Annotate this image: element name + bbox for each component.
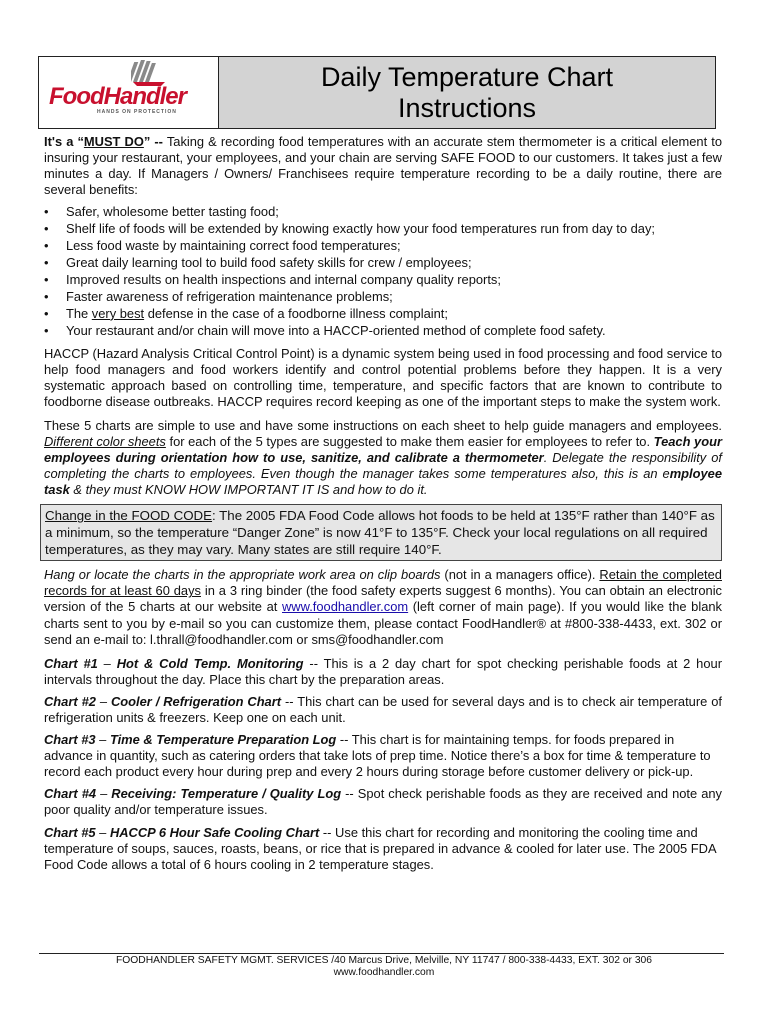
list-item: • Improved results on health inspections and internal company quality reports; [66,272,722,289]
intro-lead-a: It's a “ [44,134,84,149]
chart2-text: -- This chart can be used for several days and is to check air temperature of refrigeration units & freezers. Keep one on each unit. [44,693,722,725]
best-pre: The [66,305,92,321]
chart2-number: Chart #2 [44,693,96,709]
title-block [219,57,715,128]
food-code-text: : The 2005 FDA Food Code allows hot foods to be held at 135°F rather than 140°F as a minimum, so the temperature “Danger Zone” is now 41°F to 135°F. Check your local regulations on all required temperatures, as they may vary. Many states are still require 140°F. [45,508,715,557]
must-do-text: MUST DO [83,134,144,149]
hang-p1: (not in a managers office). [440,567,600,583]
header-box [38,56,716,129]
hang-p2: in a 3 ring binder (the food safety experts suggest 6 months). You can obtain an electronic version of the 5 charts at our website at [44,583,723,615]
website-link[interactable]: www.foodhandler.com [282,599,409,615]
chart5-dash: – [95,824,110,840]
chart4-number: Chart #4 [44,786,97,802]
hang-italic: Hang or locate the charts in the appropriate work area on clip boards [44,567,441,583]
intro-text: Taking & recording food temperatures with an accurate stem thermometer is a critical element to insuring your restaurant, your employees, and your chain are serving SAFE FOOD to our customers. It takes just a few minutes a day. If Managers / Owners/ Franchisees require temperature recording to be a daily routine, there are several benefits: [44,134,723,198]
retain-records-text: Retain the completed records for at least 60 days [44,567,722,599]
very-best-text: very best [91,305,145,321]
list-item-best-defense [66,306,722,323]
chart2-description [44,694,722,726]
chart3-number: Chart #3 [44,732,96,748]
haccp-paragraph: HACCP (Hazard Analysis Critical Control Point) is a dynamic system being used in food processing and food service to help food managers and food workers identify and control potential problems before they happen. It is a very systematic approach based on controlling time, temperature, and specific factors that are known to contribute to foodborne disease outbreaks. HACCP requires record keeping as one of the important steps to make the system work. [44,345,722,409]
chart2-title: Cooler / Refrigeration Chart [110,693,282,709]
list-item: • Faster awareness of refrigeration maintenance problems; [66,289,722,306]
chart3-dash: – [95,732,110,748]
page-title-line1: Daily Temperature Chart [320,61,614,92]
chart5-title: HACCP 6 Hour Safe Cooling Chart [109,824,320,840]
employee-task-text: mployee task [44,466,722,498]
page-title-line2: Instructions [397,92,537,123]
chart1-number: Chart #1 [44,655,98,671]
chart1-dash: – [97,655,117,671]
hang-p3: (left corner of main page). If you would like the blank charts sent to you by e-mail so you can customize them, please contact FoodHandler® at #800-338-4433, ext. 302 or send an e-mail to: l.thrall@foodhandler.com or sms@foodhandler.com [44,599,723,647]
food-code-label: Change in the FOOD CODE [45,508,213,524]
list-item: • Great daily learning tool to build food safety skills for crew / employees; [66,255,722,272]
chart3-description [44,732,722,780]
chart4-title: Receiving: Temperature / Quality Log [111,786,342,802]
charts-p3: . Delegate the responsibility of completing the charts to employees. Even though the manager takes some temperatures also, this is an e [44,450,722,482]
color-sheets-text: Different color sheets [44,434,166,450]
list-item: • Shelf life of foods will be extended by knowing exactly how your food temperatures run from day to day; [66,221,722,238]
food-code-box [40,504,722,561]
list-item: • Your restaurant and/or chain will move into a HACCP-oriented method of complete food safety. [66,323,722,340]
charts-intro-paragraph [44,418,722,498]
footer [39,955,729,978]
chart4-description [44,786,722,818]
chart1-title: Hot & Cold Temp. Monitoring [116,655,304,671]
logo-wordmark: FoodHandler [49,83,186,110]
chart1-text: -- This is a 2 day chart for spot checking perishable foods at 2 hour intervals throughout the day. Place this chart by the preparation areas. [44,655,722,687]
chart5-description [44,825,722,873]
intro-paragraph [44,134,722,198]
footer-address: FOODHANDLER SAFETY MGMT. SERVICES /40 Marcus Drive, Melville, NY 11747 / 800-338-4433, EXT. 302 or 306 [115,955,653,966]
footer-divider [39,953,724,954]
charts-p4: & they must KNOW HOW IMPORTANT IT IS and how to do it. [69,482,428,498]
document-body [44,134,722,873]
charts-p1: These 5 charts are simple to use and have some instructions on each sheet to help guide managers and employees. [44,418,722,433]
intro-lead-b: ” -- [143,134,163,149]
teach-employees-text: Teach your employees during orientation how to use, sanitize, and calibrate a thermometer [44,434,722,466]
chart3-title: Time & Temperature Preparation Log [109,732,337,748]
benefits-list [44,204,722,339]
best-post: defense in the case of a foodborne illness complaint; [144,305,448,321]
chart4-text: -- Spot check perishable foods as they are received and note any poor quality and/or temperature issues. [44,786,722,818]
foodhandler-logo [39,57,219,128]
chart3-text: -- This chart is for maintaining temps. for foods prepared in advance in quantity, such as catering orders that take lots of prep time. Notice there’s a box for time & temperature to record each product every hour during prep and every 2 hours during storage before customer delivery or pick-up. [44,732,711,780]
list-item: • Less food waste by maintaining correct food temperatures; [66,238,722,255]
chart2-dash: – [95,693,111,709]
chart5-number: Chart #5 [44,824,96,840]
hang-charts-paragraph [44,567,722,647]
footer-website: www.foodhandler.com [333,966,435,978]
chart5-text: -- Use this chart for recording and monitoring the cooling time and temperature of soups, sauces, roasts, beans, or rice that is prepared in advance & cooled for later use. The 2005 FDA Food Code allows a total of 6 hours cooling in 2 temperature stages. [44,824,716,872]
list-item: • Safer, wholesome better tasting food; [66,204,722,221]
logo-tagline: HANDS ON PROTECTION [97,109,177,115]
charts-p2: for each of the 5 types are suggested to make them easier for employees to refer to. [165,434,654,450]
chart4-dash: – [96,786,112,802]
chart1-description [44,656,722,688]
